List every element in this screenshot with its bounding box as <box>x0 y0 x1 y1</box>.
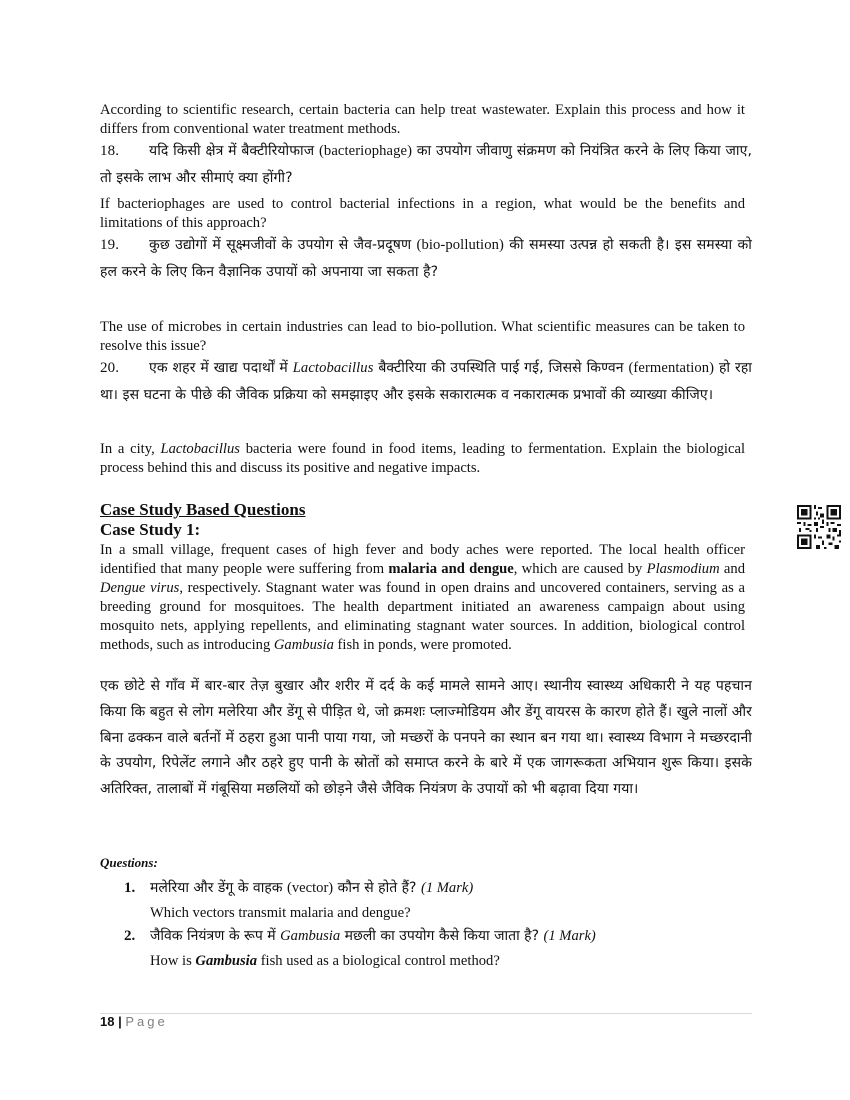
case-en-italic: Gambusia <box>273 637 334 653</box>
q18-english-text: If bacteriophages are used to control bacterial infections in a region, what would be the benefits and limitations of this approach? <box>100 196 745 231</box>
case-q1-number: 1. <box>124 880 136 896</box>
page-number: 18 <box>100 1014 115 1029</box>
case-en-part: In a small village, frequent cases of high fever and body aches were reported. The local health officer identified that many people were suffering from <box>100 542 745 577</box>
case-en-part: , respectively. Stagnant water was found in open drains and uncovered containers, serving as a breeding ground for mosquitoes. The health department initiated an awareness campaign about using mosquito nets, applying repellents, and eliminating stagnant water sources. In addition, biological control methods, such as introducing <box>100 580 745 653</box>
page-separator: | <box>118 1014 122 1029</box>
case-en-italic: Plasmodium <box>646 561 720 577</box>
q20-term: (fermentation) <box>628 360 715 376</box>
page-word: Page <box>125 1014 168 1029</box>
q20-english-text <box>100 440 745 478</box>
case-en-part: fish in ponds, were promoted. <box>333 637 512 653</box>
case-study-english-paragraph <box>100 541 745 655</box>
cq2-en-part: fish used as a biological control method? <box>257 953 500 969</box>
case-study-title: Case Study 1: <box>100 520 201 539</box>
case-q2-english <box>150 952 750 971</box>
cq2-en-bold: Gambusia <box>195 953 258 969</box>
q18-term: (bacteriophage) <box>318 143 413 159</box>
qr-code-icon <box>797 505 841 549</box>
q20-hindi-part: बैक्टीरिया की उपस्थिति पाई गई, जिससे किण्वन <box>373 360 629 376</box>
q20-en-italic: Lactobacillus <box>160 441 240 457</box>
cq2-en-part: How is <box>150 953 196 969</box>
q18-hindi-part: का उपयोग जीवाणु संक्रमण को नियंत्रित करने के लिए किया जाए, तो इसके लाभ और सीमाएं क्या होंगी? <box>100 143 752 186</box>
case-q2-hindi <box>150 926 750 946</box>
page-footer <box>100 1014 168 1029</box>
q19-term: (bio-pollution) <box>416 237 504 253</box>
q19-number: 19. <box>100 237 120 253</box>
cq2-hi-part: मछली का उपयोग कैसे किया जाता है? <box>340 928 544 944</box>
q20-number: 20. <box>100 360 120 376</box>
q19-english-text: The use of microbes in certain industries can lead to bio-pollution. What scientific measures can be taken to resolve this issue? <box>100 319 745 354</box>
cq2-hi-part: जैविक नियंत्रण के रूप में <box>150 928 281 944</box>
case-en-part: and <box>719 561 745 577</box>
cq1-term: (vector) <box>286 880 334 896</box>
q20-en-part: In a city, <box>100 441 161 457</box>
case-en-italic: Dengue virus <box>100 580 180 596</box>
q20-hindi-part: हो रहा था। इस घटना के पीछे की जैविक प्रक्रिया को समझाइए और इसके सकारात्मक व नकारात्मक प्रभावों की व्याख्या कीजिए। <box>100 360 752 403</box>
footer-rule <box>100 1013 752 1014</box>
cq1-hi-part: कौन से होते हैं? <box>333 880 421 896</box>
q18-hindi-part: यदि किसी क्षेत्र में बैक्टीरियोफाज <box>149 143 319 159</box>
q19-hindi-part: की समस्या उत्पन्न हो सकती है। इस समस्या को हल करने के लिए किन वैज्ञानिक उपायों को अपनाया जा सकता है? <box>100 237 752 280</box>
q19-hindi-text <box>100 232 752 286</box>
q20-hindi-part: एक शहर में खाद्य पदार्थों में <box>149 360 293 376</box>
case-en-part: , which are caused by <box>513 561 647 577</box>
section-heading: Case Study Based Questions <box>100 500 306 519</box>
case-q1-english: Which vectors transmit malaria and dengue? <box>150 905 411 921</box>
case-q2-number: 2. <box>124 928 136 944</box>
cq1-mark: (1 Mark) <box>420 880 474 896</box>
q18-hindi-text <box>100 138 752 192</box>
q20-en-part: bacteria were found in food items, leading to fermentation. Explain the biological process behind this and discuss its positive and negative impacts. <box>100 441 745 476</box>
cq2-mark: (1 Mark) <box>543 928 596 944</box>
q19-hindi-part: कुछ उद्योगों में सूक्ष्मजीवों के उपयोग से जैव-प्रदूषण <box>149 237 417 253</box>
cq2-term-italic: Gambusia <box>280 928 341 944</box>
q20-hindi-text <box>100 355 752 409</box>
questions-label: Questions: <box>100 855 158 870</box>
case-en-bold: malaria and dengue <box>388 561 514 577</box>
q18-number: 18. <box>100 143 120 159</box>
cq1-hi-part: मलेरिया और डेंगू के वाहक <box>150 880 287 896</box>
case-study-hindi-paragraph: एक छोटे से गाँव में बार-बार तेज़ बुखार और शरीर में दर्द के कई मामले सामने आए। स्थानीय स्वास्थ्य अधिकारी ने यह पहचान किया कि बहुत से लोग मलेरिया और डेंगू से पीड़ित थे, जो क्रमशः प्लाज्मोडियम और डेंगू वायरस के कारण होते हैं। खुले नालों और बिना ढक्कन वाले बर्तनों में ठहरा हुआ पानी पाया गया, जो मच्छरों के पनपने का स्थान बन गया था। स्वास्थ्य विभाग ने मच्छरदानी के उपयोग, रिपेलेंट लगाने और ठहरे हुए पानी के स्रोतों को समाप्त करने के बारे में एक जागरूकता अभियान शुरू किया। इसके अतिरिक्त, तालाबों में गंबूसिया मछलियों को छोड़ने जैसे जैविक नियंत्रण के उपायों को भी बढ़ावा दिया गया। <box>100 678 752 798</box>
q17-english-text: According to scientific research, certain bacteria can help treat wastewater. Explain this process and how it differs from conventional water treatment methods. <box>100 102 745 137</box>
case-q1-hindi <box>150 878 750 898</box>
q20-term-italic: Lactobacillus <box>292 360 374 376</box>
